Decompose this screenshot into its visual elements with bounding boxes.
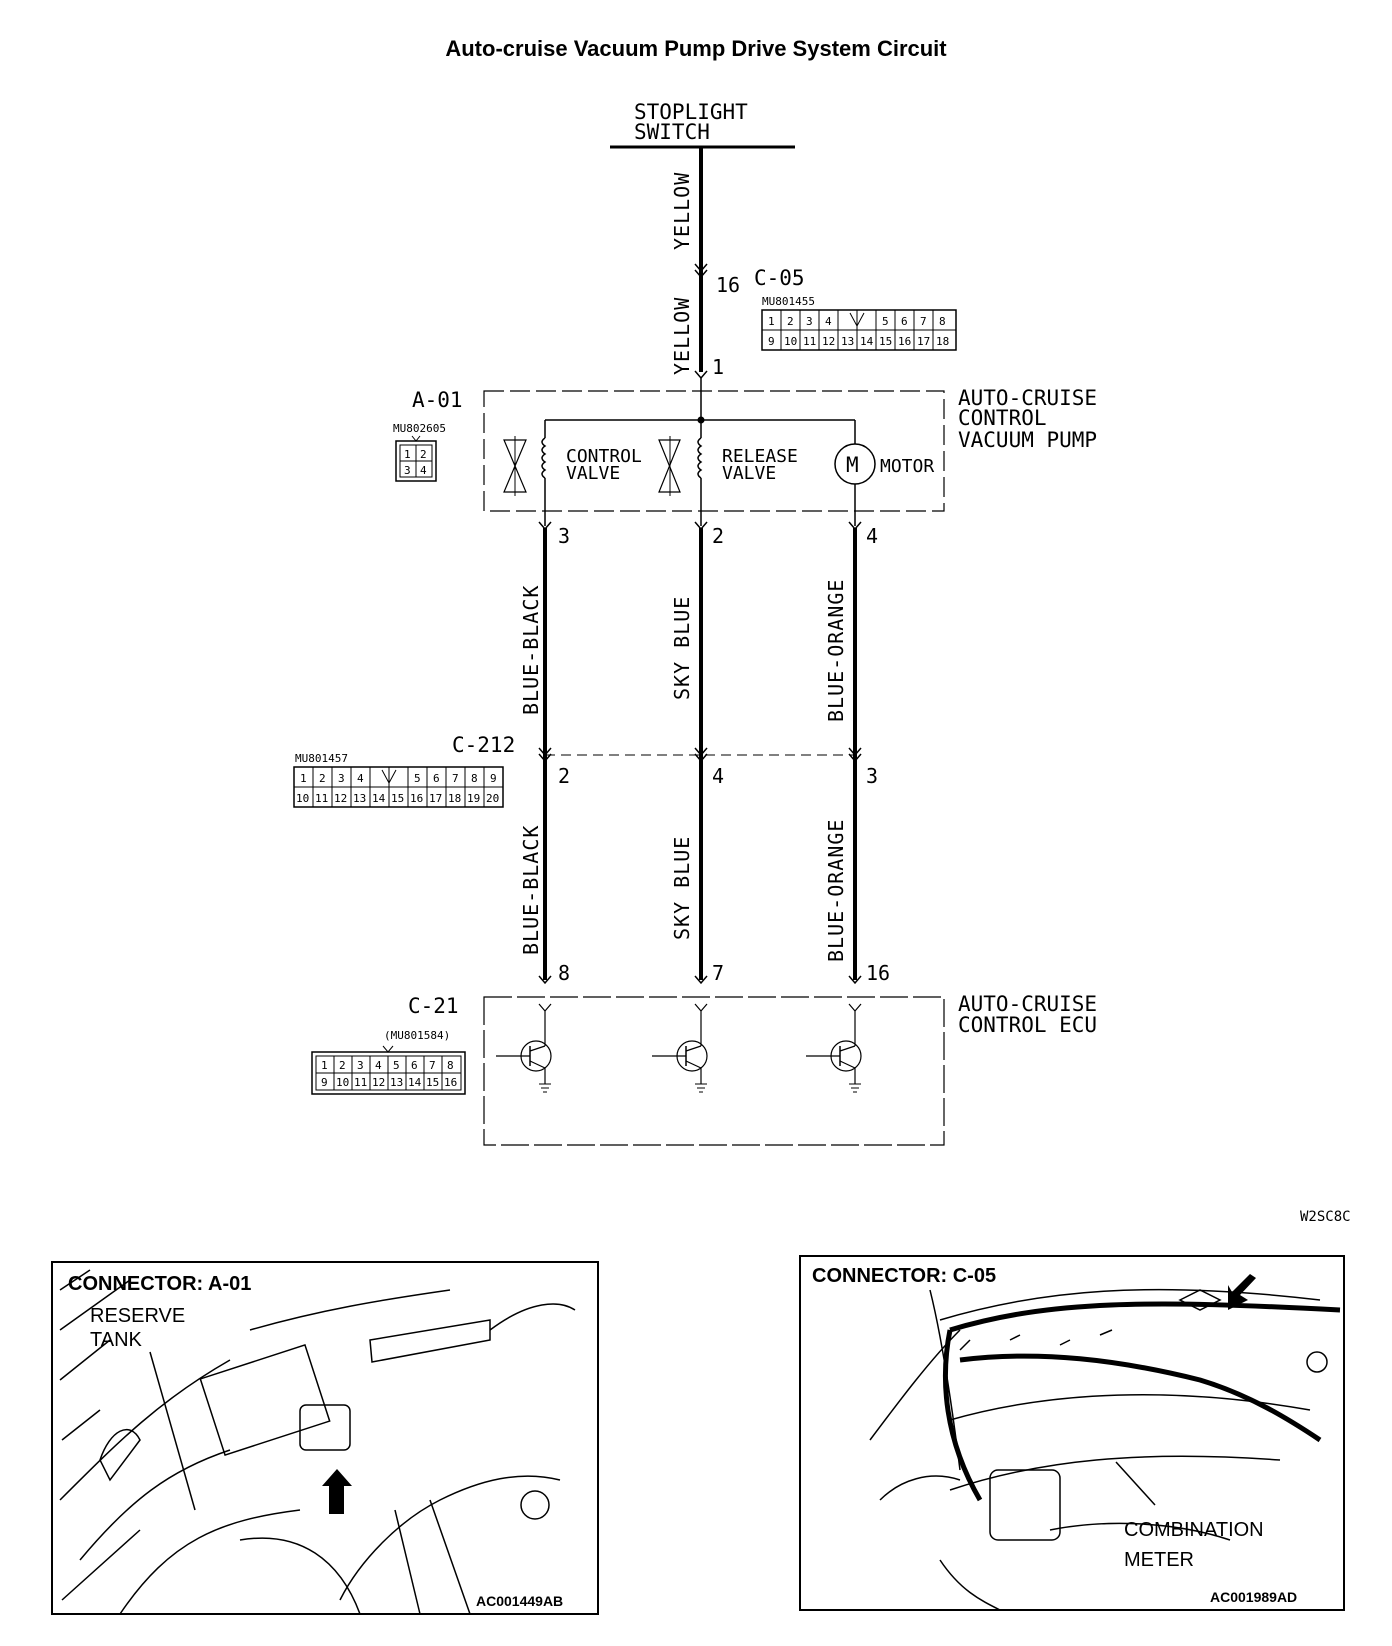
svg-text:16: 16: [410, 792, 424, 805]
page-title: Auto-cruise Vacuum Pump Drive System Circuit: [445, 36, 947, 61]
svg-text:12: 12: [372, 1076, 386, 1089]
svg-text:9: 9: [490, 772, 497, 785]
a01-label: A-01: [412, 388, 463, 412]
stoplight-switch-label-line1: STOPLIGHT: [634, 100, 748, 124]
wire-label-blue-orange-upper: BLUE-ORANGE: [824, 578, 848, 722]
svg-text:7: 7: [920, 315, 927, 328]
pump-in-mark: [695, 371, 707, 378]
stoplight-switch-label-line2: SWITCH: [634, 120, 710, 144]
svg-text:13: 13: [353, 792, 367, 805]
svg-text:11: 11: [354, 1076, 368, 1089]
release-valve-symbol: [659, 420, 701, 526]
c212-part-number: MU801457: [295, 752, 348, 765]
c05-pin-wire: 16: [716, 273, 741, 297]
pump-out-pin-right: 4: [866, 524, 879, 548]
a01-pin-grid: [396, 436, 436, 481]
svg-text:2: 2: [339, 1059, 346, 1072]
pump-out-pin-mid: 2: [712, 524, 725, 548]
release-valve-label-line1: RELEASE: [722, 446, 798, 467]
ecu-box: [484, 997, 944, 1145]
svg-text:13: 13: [841, 335, 855, 348]
svg-text:9: 9: [321, 1076, 328, 1089]
control-valve-symbol: [504, 420, 545, 526]
ecu-transistor-middle: [652, 1004, 707, 1092]
wire-label-yellow-upper: YELLOW: [670, 171, 694, 250]
svg-text:8: 8: [447, 1059, 454, 1072]
svg-text:16: 16: [898, 335, 912, 348]
a01-box-title: CONNECTOR: A-01: [68, 1273, 252, 1295]
c21-label: C-21: [408, 994, 459, 1018]
svg-text:17: 17: [429, 792, 443, 805]
wire-label-blue-black-lower: BLUE-BLACK: [519, 824, 543, 955]
ecu-name-line1: AUTO-CRUISE: [958, 992, 1098, 1016]
svg-text:10: 10: [296, 792, 310, 805]
pump-out-pin-left: 3: [558, 524, 571, 548]
svg-text:15: 15: [426, 1076, 440, 1089]
svg-text:5: 5: [414, 772, 421, 785]
svg-text:1: 1: [768, 315, 775, 328]
svg-text:2: 2: [319, 772, 326, 785]
svg-text:6: 6: [901, 315, 908, 328]
svg-text:4: 4: [420, 464, 427, 477]
svg-text:6: 6: [411, 1059, 418, 1072]
ecu-name-line2: CONTROL ECU: [958, 1013, 1098, 1037]
c212-pin-mid: 4: [712, 764, 725, 788]
svg-text:7: 7: [452, 772, 459, 785]
svg-text:14: 14: [408, 1076, 422, 1089]
svg-text:15: 15: [879, 335, 893, 348]
c21-pin-right: 16: [866, 961, 891, 985]
c05-pin-grid: [762, 310, 956, 350]
control-valve-label-line2: VALVE: [566, 463, 621, 484]
vacuum-pump-box: [484, 391, 944, 511]
svg-text:4: 4: [825, 315, 832, 328]
a01-box-label-line2: TANK: [90, 1329, 142, 1351]
svg-text:3: 3: [404, 464, 411, 477]
c21-pin-left: 8: [558, 961, 571, 985]
wire-label-sky-blue-lower: SKY BLUE: [670, 835, 694, 940]
svg-text:18: 18: [448, 792, 462, 805]
svg-text:10: 10: [336, 1076, 350, 1089]
wire-label-sky-blue-upper: SKY BLUE: [670, 595, 694, 700]
pump-name-line2: CONTROL: [958, 406, 1047, 430]
c05-box-code: AC001989AD: [1210, 1589, 1298, 1605]
c05-part-number: MU801455: [762, 295, 815, 308]
svg-text:3: 3: [806, 315, 813, 328]
svg-text:5: 5: [393, 1059, 400, 1072]
svg-text:2: 2: [787, 315, 794, 328]
svg-text:3: 3: [357, 1059, 364, 1072]
ecu-transistor-left: [496, 1004, 551, 1092]
svg-text:12: 12: [822, 335, 836, 348]
motor-label: MOTOR: [880, 456, 935, 477]
svg-text:14: 14: [372, 792, 386, 805]
c21-part-number: (MU801584): [384, 1029, 451, 1042]
svg-text:19: 19: [467, 792, 481, 805]
c212-label: C-212: [452, 733, 516, 757]
release-valve-label-line2: VALVE: [722, 463, 777, 484]
c05-label: C-05: [754, 266, 805, 290]
svg-text:15: 15: [391, 792, 405, 805]
svg-text:1: 1: [321, 1059, 328, 1072]
c05-box-label-line1: COMBINATION: [1124, 1519, 1264, 1541]
a01-box-code: AC001449AB: [476, 1593, 564, 1609]
svg-text:3: 3: [338, 772, 345, 785]
svg-text:12: 12: [334, 792, 348, 805]
svg-text:8: 8: [939, 315, 946, 328]
control-valve-label-line1: CONTROL: [566, 446, 642, 467]
connector-c05-location-box: [800, 1256, 1344, 1610]
pump-name-line3: VACUUM PUMP: [958, 428, 1098, 452]
svg-text:16: 16: [444, 1076, 458, 1089]
wire-label-blue-orange-lower: BLUE-ORANGE: [824, 818, 848, 962]
svg-text:4: 4: [375, 1059, 382, 1072]
figure-code: W2SC8C: [1300, 1209, 1351, 1225]
svg-text:14: 14: [860, 335, 874, 348]
svg-text:20: 20: [486, 792, 500, 805]
svg-text:2: 2: [420, 448, 427, 461]
svg-text:10: 10: [784, 335, 798, 348]
c05-box-label-line2: METER: [1124, 1549, 1194, 1571]
wire-label-yellow-lower: YELLOW: [670, 296, 694, 375]
wire-label-blue-black-upper: BLUE-BLACK: [519, 584, 543, 715]
c212-pin-grid: [294, 767, 503, 807]
svg-text:4: 4: [357, 772, 364, 785]
svg-text:11: 11: [803, 335, 817, 348]
a01-part-number: MU802605: [393, 422, 446, 435]
svg-text:9: 9: [768, 335, 775, 348]
svg-text:11: 11: [315, 792, 329, 805]
c21-pin-grid: [312, 1046, 465, 1094]
svg-text:1: 1: [300, 772, 307, 785]
motor-m-symbol: M: [846, 453, 859, 477]
svg-text:13: 13: [390, 1076, 404, 1089]
svg-text:6: 6: [433, 772, 440, 785]
c212-pin-right: 3: [866, 764, 879, 788]
svg-text:7: 7: [429, 1059, 436, 1072]
pump-name-line1: AUTO-CRUISE: [958, 386, 1098, 410]
c05-box-title: CONNECTOR: C-05: [812, 1265, 997, 1287]
svg-text:5: 5: [882, 315, 889, 328]
svg-text:17: 17: [917, 335, 931, 348]
svg-text:18: 18: [936, 335, 950, 348]
svg-text:1: 1: [404, 448, 411, 461]
c05-pin-pump: 1: [712, 355, 725, 379]
svg-text:8: 8: [471, 772, 478, 785]
c212-pin-left: 2: [558, 764, 571, 788]
ecu-transistor-right: [806, 1004, 861, 1092]
a01-box-label-line1: RESERVE: [90, 1305, 186, 1327]
c21-pin-mid: 7: [712, 961, 725, 985]
